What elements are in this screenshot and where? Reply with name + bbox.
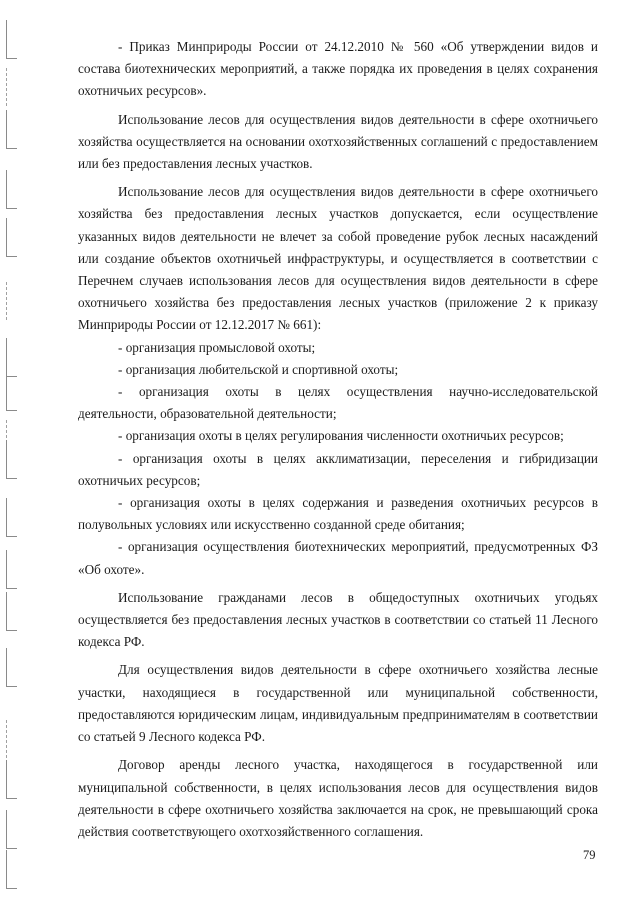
document-body [78, 36, 598, 843]
paragraph-use-without-plots: Использование лесов для осуществления видов деятельности в сфере охотничьего хозяйства без предоставления лесных участков допускается, если осуществление указанных видов деятельности не влечет за собой проведение рубок лесных насаждений или создание объектов охотничьей инфраструктуры, и осуществляется в соответствии с Перечнем случаев использования лесов для осуществления видов деятельности в сфере охотничьего хозяйства без предоставления лесных участков (приложение 2 к приказу Минприроды России от 12.12.2017 № 661): [78, 184, 598, 333]
list-item-acclimatization-hunting: - организация охоты в целях акклиматизации, переселения и гибридизации охотничьих ресурсов; [78, 450, 598, 488]
binding-mark [6, 440, 17, 479]
binding-mark [6, 110, 17, 149]
binding-marks [6, 20, 20, 880]
binding-mark [6, 218, 17, 257]
binding-mark [6, 282, 17, 320]
binding-mark [6, 760, 17, 799]
binding-mark [6, 498, 17, 537]
page-number: 79 [583, 848, 596, 862]
binding-mark [6, 720, 17, 758]
binding-mark [6, 648, 17, 687]
binding-mark [6, 20, 17, 59]
list-item-research-hunting: - организация охоты в целях осуществления научно-исследовательской деятельности, образовательной деятельности; [78, 384, 598, 422]
binding-mark [6, 810, 17, 849]
list-item-regulation-hunting: - организация охоты в целях регулирования численности охотничьих ресурсов; [118, 428, 564, 444]
paragraph-order-reference: - Приказ Минприроды России от 24.12.2010 № 560 «Об утверждении видов и состава биотехнических мероприятий, а также порядка их проведения в целях сохранения охотничьих ресурсов». [78, 39, 598, 99]
list-item-biotechnical-measures: - организация осуществления биотехнических мероприятий, предусмотренных ФЗ «Об охоте». [78, 539, 598, 577]
binding-mark [6, 372, 17, 411]
list-item-breeding-hunting: - организация охоты в целях содержания и разведения охотничьих ресурсов в полувольных условиях или искусственно созданной среде обитания; [78, 495, 598, 533]
paragraph-lease-agreement: Договор аренды лесного участка, находящегося в государственной или муниципальной собственности, в целях использования лесов для осуществления видов деятельности в сфере охотничьего хозяйства заключается на срок, не превышающий срока действия соответствующего охотхозяйственного соглашения. [78, 757, 598, 839]
paragraph-plots-provision: Для осуществления видов деятельности в сфере охотничьего хозяйства лесные участки, находящиеся в государственной или муниципальной собственности, предоставляются юридическим лицам, индивидуальным предпринимателям в соответствии со статьей 9 Лесного кодекса РФ. [78, 662, 598, 745]
binding-mark [6, 850, 17, 889]
binding-mark [6, 550, 17, 589]
paragraph-public-hunting-grounds: Использование гражданами лесов в общедоступных охотничьих угодьях осуществляется без предоставления лесных участков в соответствии со статьей 11 Лесного кодекса РФ. [78, 589, 598, 650]
binding-mark [6, 68, 17, 106]
binding-mark [6, 170, 17, 209]
paragraph-forest-use-agreements: Использование лесов для осуществления видов деятельности в сфере охотничьего хозяйства осуществляется на основании охотхозяйственных соглашений с предоставлением или без предоставления лесных участков. [78, 111, 598, 172]
list-item-commercial-hunting: - организация промысловой охоты; [118, 339, 316, 355]
list-item-amateur-hunting: - организация любительской и спортивной охоты; [118, 361, 399, 377]
binding-mark [6, 592, 17, 631]
